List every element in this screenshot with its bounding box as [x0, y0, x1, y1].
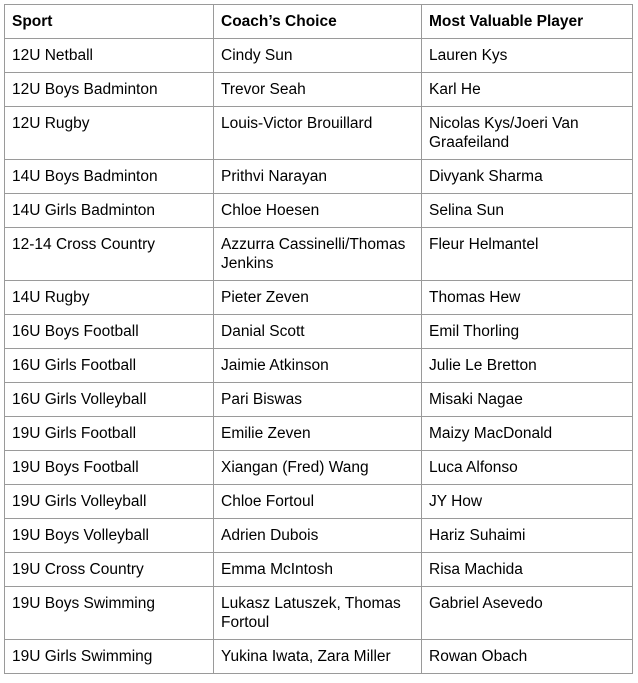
mvp-cell: Lauren Kys — [422, 39, 633, 73]
sport-cell: 16U Girls Volleyball — [5, 383, 214, 417]
mvp-cell: Nicolas Kys/Joeri Van Graafeiland — [422, 107, 633, 160]
sport-cell: 16U Girls Football — [5, 349, 214, 383]
coachs-choice-cell: Pari Biswas — [214, 383, 422, 417]
header-coachs-choice: Coach’s Choice — [214, 5, 422, 39]
mvp-cell: Hariz Suhaimi — [422, 519, 633, 553]
sport-cell: 19U Girls Football — [5, 417, 214, 451]
mvp-cell: Divyank Sharma — [422, 160, 633, 194]
table-row — [5, 587, 633, 640]
sport-cell: 19U Boys Swimming — [5, 587, 214, 640]
table-row — [5, 228, 633, 281]
header-sport: Sport — [5, 5, 214, 39]
table-row — [5, 519, 633, 553]
sport-cell: 19U Boys Football — [5, 451, 214, 485]
coachs-choice-cell: Xiangan (Fred) Wang — [214, 451, 422, 485]
table-row — [5, 281, 633, 315]
mvp-cell: Fleur Helmantel — [422, 228, 633, 281]
mvp-cell: JY How — [422, 485, 633, 519]
sport-cell: 19U Cross Country — [5, 553, 214, 587]
table-row — [5, 640, 633, 674]
mvp-cell: Thomas Hew — [422, 281, 633, 315]
table-row — [5, 160, 633, 194]
coachs-choice-cell: Trevor Seah — [214, 73, 422, 107]
mvp-cell: Julie Le Bretton — [422, 349, 633, 383]
coachs-choice-cell: Emma McIntosh — [214, 553, 422, 587]
coachs-choice-cell: Lukasz Latuszek, Thomas Fortoul — [214, 587, 422, 640]
coachs-choice-cell: Azzurra Cassinelli/Thomas Jenkins — [214, 228, 422, 281]
coachs-choice-cell: Adrien Dubois — [214, 519, 422, 553]
awards-table — [4, 4, 633, 674]
table-row — [5, 194, 633, 228]
header-most-valuable-player: Most Valuable Player — [422, 5, 633, 39]
mvp-cell: Rowan Obach — [422, 640, 633, 674]
mvp-cell: Maizy MacDonald — [422, 417, 633, 451]
mvp-cell: Risa Machida — [422, 553, 633, 587]
table-row — [5, 485, 633, 519]
table-header — [5, 5, 633, 39]
sport-cell: 19U Girls Volleyball — [5, 485, 214, 519]
table-row — [5, 553, 633, 587]
coachs-choice-cell: Chloe Fortoul — [214, 485, 422, 519]
sport-cell: 12-14 Cross Country — [5, 228, 214, 281]
table-row — [5, 417, 633, 451]
mvp-cell: Selina Sun — [422, 194, 633, 228]
table-body — [5, 39, 633, 674]
coachs-choice-cell: Chloe Hoesen — [214, 194, 422, 228]
sport-cell: 16U Boys Football — [5, 315, 214, 349]
mvp-cell: Karl He — [422, 73, 633, 107]
sport-cell: 12U Netball — [5, 39, 214, 73]
coachs-choice-cell: Jaimie Atkinson — [214, 349, 422, 383]
sport-cell: 14U Boys Badminton — [5, 160, 214, 194]
mvp-cell: Gabriel Asevedo — [422, 587, 633, 640]
sport-cell: 14U Girls Badminton — [5, 194, 214, 228]
coachs-choice-cell: Pieter Zeven — [214, 281, 422, 315]
coachs-choice-cell: Prithvi Narayan — [214, 160, 422, 194]
table-row — [5, 73, 633, 107]
table-row — [5, 349, 633, 383]
coachs-choice-cell: Yukina Iwata, Zara Miller — [214, 640, 422, 674]
sport-cell: 19U Boys Volleyball — [5, 519, 214, 553]
sport-cell: 19U Girls Swimming — [5, 640, 214, 674]
coachs-choice-cell: Emilie Zeven — [214, 417, 422, 451]
coachs-choice-cell: Danial Scott — [214, 315, 422, 349]
table-row — [5, 451, 633, 485]
table-row — [5, 39, 633, 73]
table-row — [5, 383, 633, 417]
coachs-choice-cell: Cindy Sun — [214, 39, 422, 73]
sport-cell: 14U Rugby — [5, 281, 214, 315]
table-row — [5, 315, 633, 349]
mvp-cell: Misaki Nagae — [422, 383, 633, 417]
mvp-cell: Emil Thorling — [422, 315, 633, 349]
header-row — [5, 5, 633, 39]
sport-cell: 12U Rugby — [5, 107, 214, 160]
sport-cell: 12U Boys Badminton — [5, 73, 214, 107]
coachs-choice-cell: Louis-Victor Brouillard — [214, 107, 422, 160]
table-row — [5, 107, 633, 160]
mvp-cell: Luca Alfonso — [422, 451, 633, 485]
